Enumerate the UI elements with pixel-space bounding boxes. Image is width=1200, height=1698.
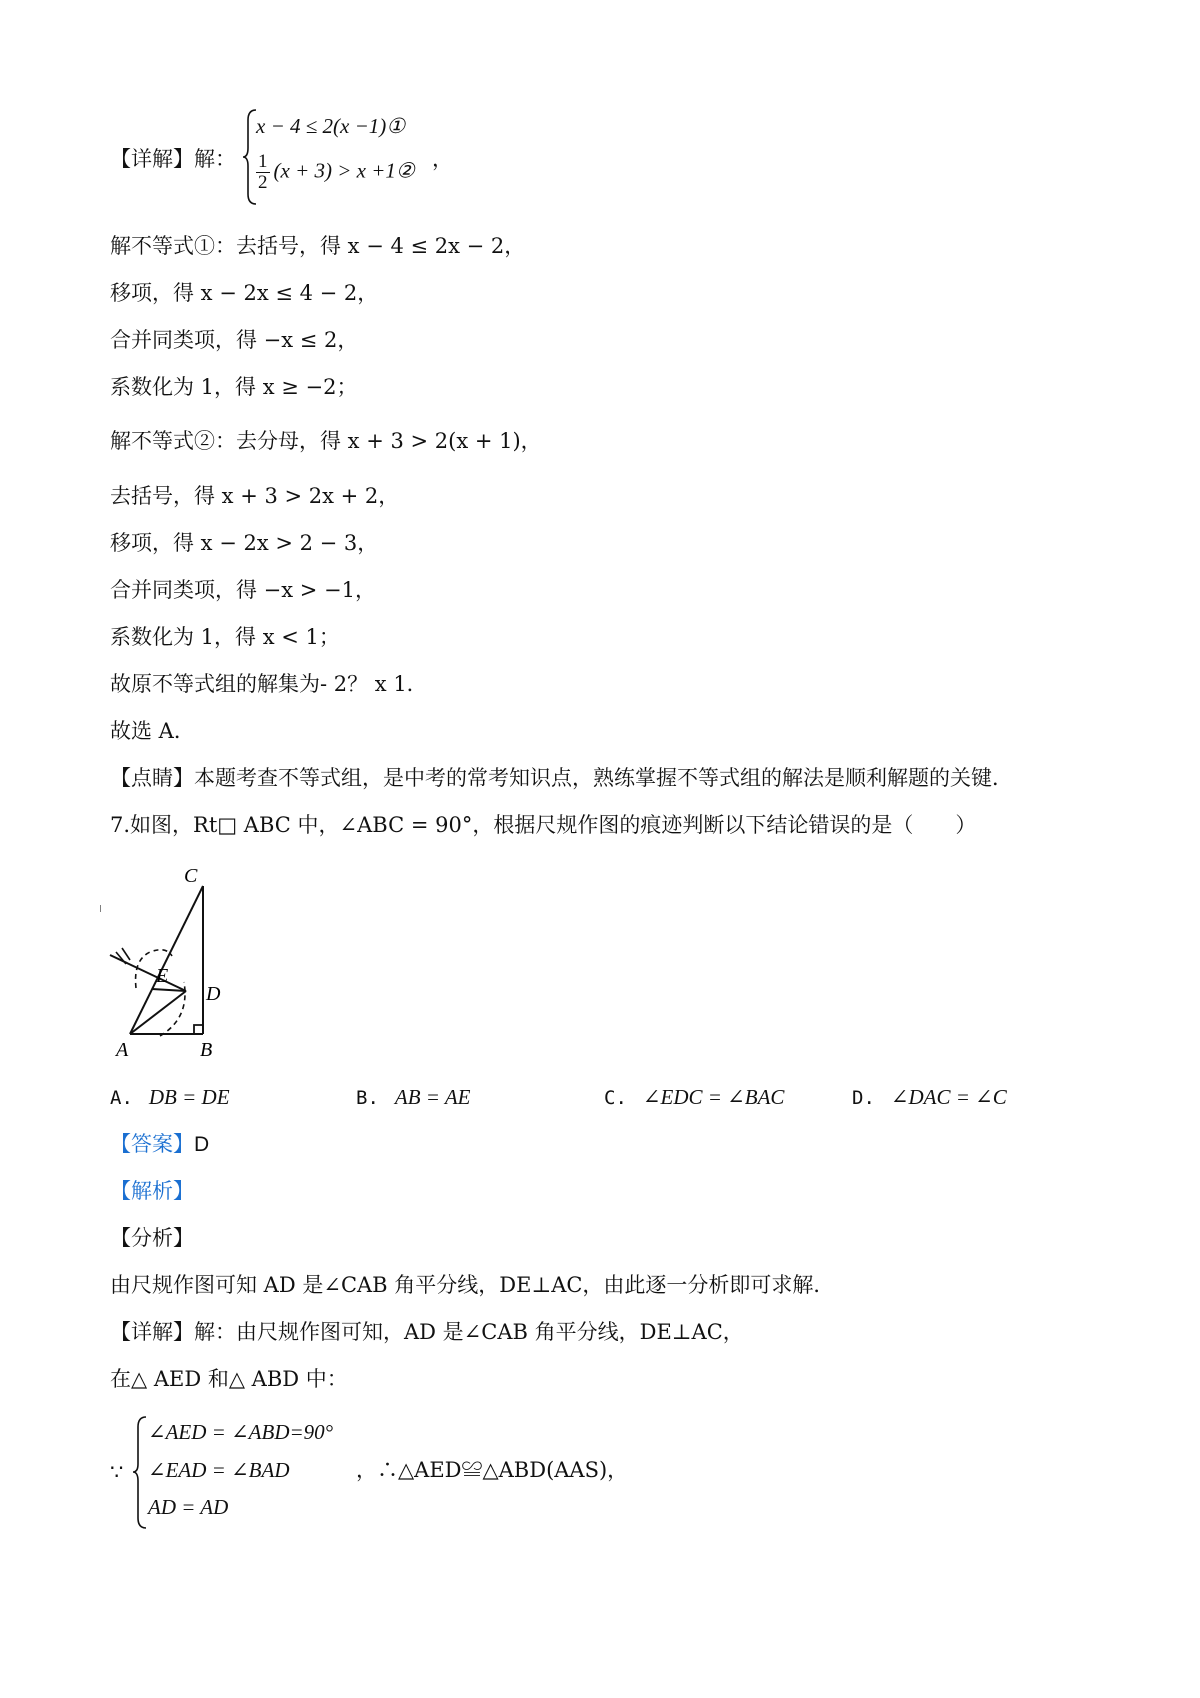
system1-row1: x − 4 ≤ 2(x −1)① (256, 114, 406, 138)
triangles-line: 在△ AED 和△ ABD 中： (110, 1367, 348, 1391)
system2-row3: AD = AD (148, 1495, 229, 1519)
answer-tag: 【答案】 (110, 1132, 194, 1156)
construction-figure (100, 860, 240, 1060)
step-line-11: 故选 A． (110, 719, 195, 743)
step-line-7: 移项，得 x − 2x > 2 − 3， (110, 531, 379, 555)
system1-trailing-comma: ， (432, 147, 453, 171)
step-line-10: 故原不等式组的解集为- 2？ x 1． (110, 672, 428, 696)
vertex-label-c: C (184, 865, 198, 887)
answer-line (110, 1130, 209, 1159)
option-d-label: D. (852, 1087, 875, 1109)
step-line-1: 解不等式①：去括号，得 x − 4 ≤ 2x − 2， (110, 234, 526, 258)
system2-row2: ∠EAD = ∠BAD (148, 1458, 290, 1482)
system1-row2-expression: (x + 3) > x +1② (273, 158, 415, 183)
option-c[interactable] (604, 1083, 784, 1112)
analysis-tag: 【解析】 (110, 1179, 194, 1203)
step-line-5: 解不等式②：去分母，得 x + 3 > 2(x + 1)， (110, 429, 542, 453)
option-d-text: ∠DAC = ∠C (890, 1085, 1007, 1109)
fenxi-tag: 【分析】 (110, 1226, 194, 1250)
option-c-text: ∠EDC = ∠BAC (642, 1085, 785, 1109)
point-label-e: E (156, 965, 169, 987)
because-symbol: ∵ (110, 1460, 124, 1484)
option-a[interactable] (110, 1083, 230, 1112)
step-line-9: 系数化为 1，得 x < 1； (110, 625, 340, 649)
option-d[interactable] (852, 1083, 1007, 1112)
system2-conclusion: ，∴△AED≌△ABD(AAS)， (356, 1458, 629, 1482)
point-label-d: D (206, 983, 221, 1005)
vertex-label-a: A (116, 1039, 129, 1060)
fenxi-text: 由尺规作图可知 AD 是∠CAB 角平分线，DE⊥AC，由此逐一分析即可求解． (110, 1273, 835, 1297)
detail-line-2: 【详解】解：由尺规作图可知，AD 是∠CAB 角平分线，DE⊥AC， (110, 1320, 744, 1344)
option-b-label: B. (356, 1087, 379, 1109)
fraction-half (256, 152, 270, 193)
option-a-label: A. (110, 1087, 133, 1109)
step-line-8: 合并同类项，得 −x > −1， (110, 578, 377, 602)
option-b-text: AB = AE (394, 1085, 471, 1109)
option-c-label: C. (604, 1087, 627, 1109)
detail-label-1: 【详解】解： (110, 147, 236, 171)
fraction-denominator: 2 (258, 172, 268, 193)
fraction-numerator: 1 (258, 151, 268, 172)
option-b[interactable] (356, 1083, 471, 1112)
step-line-4: 系数化为 1，得 x ≥ −2； (110, 375, 358, 399)
system2-row1: ∠AED = ∠ABD=90° (148, 1420, 334, 1444)
system1-row2 (256, 152, 415, 193)
question-7-text: 7.如图，Rt□ ABC 中，∠ABC = 90°，根据尺规作图的痕迹判断以下结论错误的是（ ） (110, 813, 977, 837)
option-a-text: DB = DE (148, 1085, 230, 1109)
answer-value: D (194, 1133, 210, 1156)
step-line-6: 去括号，得 x + 3 > 2x + 2， (110, 484, 400, 508)
comment-line: 【点睛】本题考查不等式组，是中考的常考知识点，熟练掌握不等式组的解法是顺利解题的关键． (110, 766, 1013, 790)
vertex-label-b: B (200, 1039, 213, 1060)
step-line-2: 移项，得 x − 2x ≤ 4 − 2， (110, 281, 379, 305)
step-line-3: 合并同类项，得 −x ≤ 2， (110, 328, 359, 352)
